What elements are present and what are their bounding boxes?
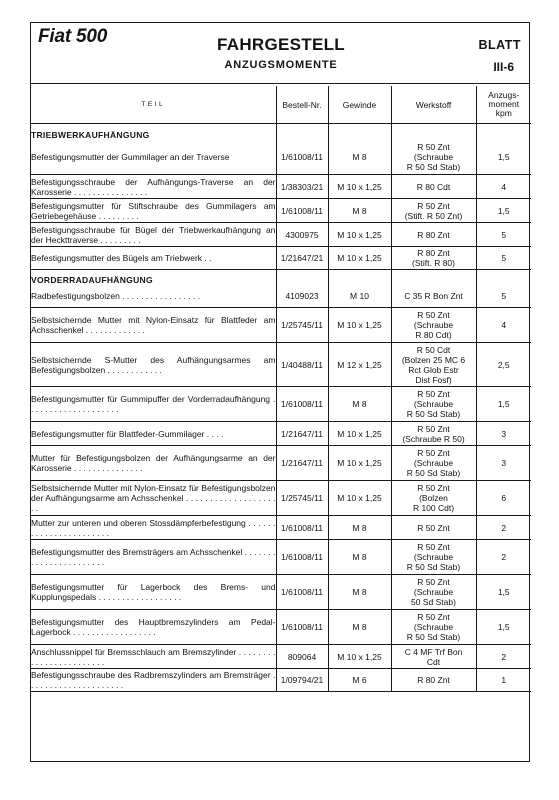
cell-teil: Selbstsichernde Mutter mit Nylon-Einsatz für Blattfeder am Achsschenkel . . . . . . . . . . . . .: [31, 308, 276, 343]
brand-logo: Fiat 500: [38, 26, 108, 47]
cell-anzug: 1,5: [476, 140, 531, 175]
cell-teil: Befestigungsmutter für Stiftschraube des Gummilagers am Getriebegehäuse . . . . . . . . .: [31, 200, 276, 221]
cell-anzug: 2: [476, 540, 531, 575]
cell-werkstoff: C 35 R Bon Znt: [391, 285, 476, 308]
cell-bestell: 1/61008/11: [276, 387, 328, 422]
cell-bestell: 1/38303/21: [276, 175, 328, 199]
cell-gewinde: M 10 x 1,25: [328, 247, 391, 270]
col-header-werkstoff: Werkstoff: [391, 86, 476, 124]
cell-werkstoff: R 80 Znt: [391, 669, 476, 692]
cell-gewinde: M 10 x 1,25: [328, 308, 391, 343]
cell-teil: Befestigungsmutter für Blattfeder-Gummilager . . . .: [31, 422, 276, 446]
cell-gewinde: M 10 x 1,25: [328, 223, 391, 247]
cell-bestell: 1/61008/11: [276, 610, 328, 645]
cell-anzug: 5: [476, 285, 531, 308]
cell-werkstoff: R 50 Znt: [391, 516, 476, 540]
data-sheet: [30, 22, 530, 762]
cell-anzug: 3: [476, 422, 531, 446]
cell-anzug: 1,5: [476, 610, 531, 645]
cell-anzug: 2: [476, 516, 531, 540]
cell-teil: Befestigungsmutter des Bremsträgers am Achsschenkel . . . . . . . . . . . . . . . . . . . . . . .: [31, 540, 276, 575]
cell-werkstoff: C 4 MF Trf Bon Cdt: [391, 645, 476, 669]
cell-bestell: 1/61008/11: [276, 516, 328, 540]
section-header-spacer: [391, 270, 476, 286]
cell-bestell: 1/21647/11: [276, 422, 328, 446]
table-row: [31, 308, 531, 343]
table-row: [31, 540, 531, 575]
cell-bestell: 1/21647/11: [276, 446, 328, 481]
section-header-spacer: [476, 270, 531, 286]
section-header-spacer: [328, 270, 391, 286]
cell-bestell: 1/25745/11: [276, 308, 328, 343]
section-header-spacer: [476, 124, 531, 141]
cell-werkstoff: R 50 Znt (Schraube 50 Sd Stab): [391, 575, 476, 610]
cell-bestell: 809064: [276, 645, 328, 669]
sheet-subtitle: ANZUGSMOMENTE: [224, 59, 338, 71]
cell-gewinde: M 10 x 1,25: [328, 481, 391, 516]
cell-anzug: 2: [476, 645, 531, 669]
table-row: [31, 446, 531, 481]
cell-gewinde: M 8: [328, 199, 391, 223]
table-body: [31, 124, 531, 692]
cell-gewinde: M 8: [328, 575, 391, 610]
cell-teil: Radbefestigungsbolzen . . . . . . . . . . . . . . . . .: [31, 285, 276, 308]
sheet-number: III-6: [493, 60, 514, 74]
table-row: [31, 481, 531, 516]
cell-bestell: 4300975: [276, 223, 328, 247]
cell-anzug: 1,5: [476, 575, 531, 610]
table-row: [31, 422, 531, 446]
cell-teil: Befestigungsmutter für Lagerbock des Brems- und Kupplungspedals . . . . . . . . . . . . . . . . . .: [31, 575, 276, 610]
cell-anzug: 1,5: [476, 387, 531, 422]
cell-werkstoff: R 50 Znt (Schraube R 50 Sd Stab): [391, 540, 476, 575]
cell-teil: Befestigungsschraube für Bügel der Triebwerkaufhängung an der Heckttraverse . . . . . . . . .: [31, 224, 276, 245]
cell-werkstoff: R 50 Znt (Schraube R 50 Sd Stab): [391, 140, 476, 175]
cell-anzug: 6: [476, 481, 531, 516]
cell-teil: Anschlussnippel für Bremsschlauch am Bremszylinder . . . . . . . . . . . . . . . . . . . . . . . .: [31, 646, 276, 667]
section-header-spacer: [328, 124, 391, 141]
table-header-row: [31, 86, 531, 124]
cell-teil: Mutter für Befestigungsbolzen der Aufhängungsarme an der Karosserie . . . . . . . . . . . . . . .: [31, 446, 276, 481]
table-row: [31, 645, 531, 669]
cell-gewinde: M 10 x 1,25: [328, 422, 391, 446]
cell-gewinde: M 8: [328, 140, 391, 175]
cell-bestell: 1/61008/11: [276, 575, 328, 610]
section-header-spacer: [276, 124, 328, 141]
cell-teil: Befestigungsmutter für Gummipuffer der Vorderradaufhängung . . . . . . . . . . . . . . . . . . . .: [31, 387, 276, 422]
cell-bestell: 1/40488/11: [276, 343, 328, 387]
cell-teil: Befestigungsschraube des Radbremszylinders am Bremsträger . . . . . . . . . . . . . . . . . . . . .: [31, 670, 276, 690]
cell-gewinde: M 8: [328, 387, 391, 422]
section-header-row: [31, 124, 531, 141]
cell-gewinde: M 8: [328, 610, 391, 645]
cell-teil: Mutter zur unteren und oberen Stossdämpferbefestigung . . . . . . . . . . . . . . . . . . . . . . .: [31, 517, 276, 538]
col-header-teil: TEIL: [31, 86, 276, 124]
cell-bestell: 1/61008/11: [276, 140, 328, 175]
cell-teil: Befestigungsschraube der Aufhängungs-Traverse an der Karosserie . . . . . . . . . . . . . . . .: [31, 176, 276, 197]
cell-werkstoff: R 50 Znt (Schraube R 50 Sd Stab): [391, 610, 476, 645]
cell-werkstoff: R 50 Znt (Schraube R 50 Sd Stab): [391, 446, 476, 481]
cell-anzug: 2,5: [476, 343, 531, 387]
cell-werkstoff: R 80 Cdt: [391, 175, 476, 199]
cell-anzug: 4: [476, 175, 531, 199]
cell-teil: Befestigungsmutter der Gummilager an der Traverse: [31, 140, 276, 175]
sheet-label: BLATT: [478, 38, 521, 52]
cell-gewinde: M 10 x 1,25: [328, 446, 391, 481]
table-row: [31, 285, 531, 308]
section-header-row: [31, 270, 531, 286]
cell-werkstoff: R 50 Znt (Schraube R 50 Sd Stab): [391, 387, 476, 422]
torque-table: [31, 86, 531, 692]
cell-bestell: 1/61008/11: [276, 540, 328, 575]
table-row: [31, 610, 531, 645]
section-header-spacer: [276, 270, 328, 286]
cell-bestell: 1/21647/21: [276, 247, 328, 270]
cell-anzug: 1,5: [476, 199, 531, 223]
section-title: VORDERRADAUFHÄNGUNG: [31, 270, 276, 286]
cell-anzug: 3: [476, 446, 531, 481]
table-row: [31, 575, 531, 610]
col-header-gewinde: Gewinde: [328, 86, 391, 124]
cell-bestell: 1/25745/11: [276, 481, 328, 516]
cell-bestell: 4109023: [276, 285, 328, 308]
cell-gewinde: M 10 x 1,25: [328, 645, 391, 669]
table-row: [31, 669, 531, 692]
cell-anzug: 1: [476, 669, 531, 692]
table-row: [31, 343, 531, 387]
table-row: [31, 247, 531, 270]
table-row: [31, 516, 531, 540]
cell-gewinde: M 10 x 1,25: [328, 175, 391, 199]
cell-teil: Selbstsichernde Mutter mit Nylon-Einsatz für Befestigungsbolzen der Aufhängungsarme am Achsschenkel . . . . . . . . . . . . . . . . . . . . .: [31, 481, 276, 516]
section-title: TRIEBWERKAUFHÄNGUNG: [31, 124, 276, 141]
cell-werkstoff: R 50 Cdt (Bolzen 25 MC 6 Rct Glob Estr Dist Fosf): [391, 343, 476, 387]
sheet-header: [31, 23, 529, 84]
table-row: [31, 199, 531, 223]
col-header-bestell: Bestell-Nr.: [276, 86, 328, 124]
table-row: [31, 223, 531, 247]
cell-gewinde: M 8: [328, 516, 391, 540]
table-row: [31, 387, 531, 422]
cell-gewinde: M 8: [328, 540, 391, 575]
cell-bestell: 1/61008/11: [276, 199, 328, 223]
cell-werkstoff: R 50 Znt (Bolzen R 100 Cdt): [391, 481, 476, 516]
cell-bestell: 1/09794/21: [276, 669, 328, 692]
col-header-anzug: Anzugs- moment kpm: [476, 86, 531, 124]
cell-werkstoff: R 50 Znt (Stift. R 50 Znt): [391, 199, 476, 223]
table-row: [31, 175, 531, 199]
cell-anzug: 4: [476, 308, 531, 343]
cell-anzug: 5: [476, 247, 531, 270]
section-header-spacer: [391, 124, 476, 141]
cell-werkstoff: R 50 Znt (Schraube R 50): [391, 422, 476, 446]
cell-gewinde: M 12 x 1,25: [328, 343, 391, 387]
cell-werkstoff: R 80 Znt (Stift. R 80): [391, 247, 476, 270]
cell-teil: Befestigungsmutter des Bügels am Triebwerk . .: [31, 247, 276, 270]
cell-teil: Selbstsichernde S-Mutter des Aufhängungsarmes am Befestigungsbolzen . . . . . . . . . . . .: [31, 343, 276, 387]
cell-werkstoff: R 50 Znt (Schraube R 80 Cdt): [391, 308, 476, 343]
cell-anzug: 5: [476, 223, 531, 247]
table-row: [31, 140, 531, 175]
cell-gewinde: M 6: [328, 669, 391, 692]
sheet-title: FAHRGESTELL: [217, 35, 345, 54]
cell-werkstoff: R 80 Znt: [391, 223, 476, 247]
cell-gewinde: M 10: [328, 285, 391, 308]
cell-teil: Befestigungsmutter des Hauptbremszylinders am Pedal-Lagerbock . . . . . . . . . . . . . . . . . .: [31, 610, 276, 645]
